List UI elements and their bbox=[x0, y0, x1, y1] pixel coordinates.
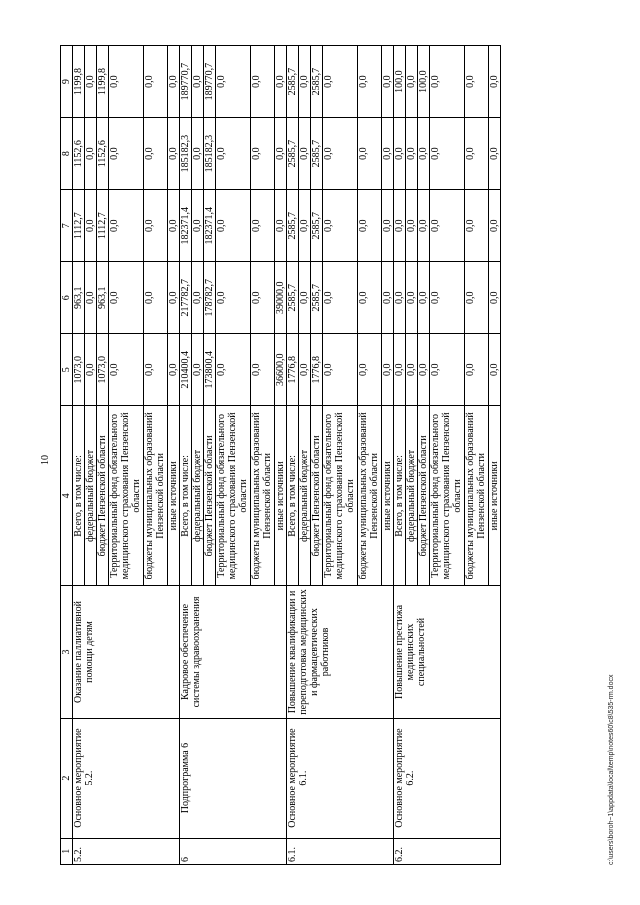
value-cell: 0,0 bbox=[323, 46, 358, 118]
value-cell: 1152,6 bbox=[97, 118, 109, 190]
value-cell: 210400,4 bbox=[180, 334, 192, 406]
value-cell: 0,0 bbox=[85, 334, 97, 406]
rotated-table-container bbox=[40, 45, 615, 865]
value-cell: 0,0 bbox=[192, 262, 204, 334]
value-cell: 0,0 bbox=[85, 190, 97, 262]
value-cell: 0,0 bbox=[489, 262, 501, 334]
funding-source-cell: иные источники bbox=[382, 406, 394, 586]
header-cell: 5 bbox=[61, 334, 73, 406]
value-cell: 0,0 bbox=[465, 46, 489, 118]
value-cell: 189770,7 bbox=[204, 46, 216, 118]
value-cell: 0,0 bbox=[109, 190, 144, 262]
value-cell: 0,0 bbox=[109, 46, 144, 118]
header-cell: 3 bbox=[61, 586, 73, 718]
value-cell: 0,0 bbox=[192, 190, 204, 262]
funding-source-cell: Территориальный фонд обязательного медицинского страхования Пензенской области bbox=[323, 406, 358, 586]
measure-name-cell: Подпрограмма 6 bbox=[180, 718, 287, 838]
value-cell: 0,0 bbox=[299, 118, 311, 190]
funding-table bbox=[60, 45, 501, 865]
value-cell: 1776,8 bbox=[311, 334, 323, 406]
funding-source-cell: бюджеты муниципальных образований Пензенской области bbox=[251, 406, 275, 586]
value-cell: 0,0 bbox=[216, 46, 251, 118]
value-cell: 0,0 bbox=[394, 118, 406, 190]
header-cell: 9 bbox=[61, 46, 73, 118]
funding-source-cell: федеральный бюджет bbox=[299, 406, 311, 586]
funding-source-cell: иные источники bbox=[275, 406, 287, 586]
funding-source-cell: иные источники bbox=[168, 406, 180, 586]
value-cell: 0,0 bbox=[216, 262, 251, 334]
value-cell: 0,0 bbox=[275, 46, 287, 118]
value-cell: 0,0 bbox=[465, 262, 489, 334]
funding-source-cell: Всего, в том числе: bbox=[73, 406, 85, 586]
value-cell: 2585,7 bbox=[287, 262, 299, 334]
value-cell: 963,1 bbox=[97, 262, 109, 334]
value-cell: 0,0 bbox=[109, 118, 144, 190]
value-cell: 0,0 bbox=[216, 190, 251, 262]
value-cell: 0,0 bbox=[358, 262, 382, 334]
value-cell: 1073,0 bbox=[73, 334, 85, 406]
value-cell: 36600,0 bbox=[275, 334, 287, 406]
value-cell: 0,0 bbox=[192, 334, 204, 406]
measure-name-cell: Основное мероприятие 5.2. bbox=[73, 718, 180, 838]
value-cell: 0,0 bbox=[418, 190, 430, 262]
measure-name-cell: Основное мероприятие 6.1. bbox=[287, 718, 394, 838]
funding-source-cell: Территориальный фонд обязательного медицинского страхования Пензенской области bbox=[216, 406, 251, 586]
row-number-cell: 5.2. bbox=[73, 838, 180, 864]
value-cell: 0,0 bbox=[382, 118, 394, 190]
value-cell: 0,0 bbox=[299, 334, 311, 406]
value-cell: 0,0 bbox=[358, 334, 382, 406]
measure-description-cell: Оказание паллиативной помощи детям bbox=[73, 586, 180, 718]
value-cell: 1112,7 bbox=[97, 190, 109, 262]
funding-source-cell: федеральный бюджет bbox=[192, 406, 204, 586]
value-cell: 189770,7 bbox=[180, 46, 192, 118]
value-cell: 182371,4 bbox=[180, 190, 192, 262]
value-cell: 2585,7 bbox=[311, 262, 323, 334]
value-cell: 2585,7 bbox=[287, 190, 299, 262]
value-cell: 0,0 bbox=[144, 46, 168, 118]
value-cell: 0,0 bbox=[394, 262, 406, 334]
value-cell: 0,0 bbox=[275, 118, 287, 190]
table-row bbox=[180, 46, 192, 865]
value-cell: 0,0 bbox=[168, 46, 180, 118]
value-cell: 0,0 bbox=[251, 262, 275, 334]
value-cell: 182371,4 bbox=[204, 190, 216, 262]
funding-source-cell: бюджеты муниципальных образований Пензенской области bbox=[358, 406, 382, 586]
funding-source-cell: бюджет Пензенской области bbox=[204, 406, 216, 586]
value-cell: 0,0 bbox=[109, 262, 144, 334]
value-cell: 0,0 bbox=[489, 46, 501, 118]
value-cell: 2585,7 bbox=[311, 46, 323, 118]
table-row bbox=[287, 46, 299, 865]
value-cell: 0,0 bbox=[358, 190, 382, 262]
value-cell: 0,0 bbox=[85, 46, 97, 118]
funding-source-cell: Всего, в том числе: bbox=[180, 406, 192, 586]
value-cell: 0,0 bbox=[358, 46, 382, 118]
value-cell: 0,0 bbox=[382, 46, 394, 118]
value-cell: 0,0 bbox=[192, 46, 204, 118]
value-cell: 1199,8 bbox=[73, 46, 85, 118]
value-cell: 2585,7 bbox=[287, 46, 299, 118]
page-number: 10 bbox=[40, 455, 51, 465]
funding-source-cell: бюджет Пензенской области bbox=[311, 406, 323, 586]
value-cell: 0,0 bbox=[406, 118, 418, 190]
value-cell: 0,0 bbox=[251, 118, 275, 190]
funding-source-cell: Территориальный фонд обязательного медицинского страхования Пензенской области bbox=[109, 406, 144, 586]
value-cell: 185182,3 bbox=[204, 118, 216, 190]
table-row bbox=[394, 46, 406, 865]
value-cell: 217782,7 bbox=[180, 262, 192, 334]
table-body bbox=[73, 46, 501, 865]
value-cell: 39000,0 bbox=[275, 262, 287, 334]
funding-source-cell: федеральный бюджет bbox=[406, 406, 418, 586]
value-cell: 0,0 bbox=[418, 334, 430, 406]
value-cell: 0,0 bbox=[430, 46, 465, 118]
value-cell: 0,0 bbox=[430, 190, 465, 262]
value-cell: 0,0 bbox=[406, 334, 418, 406]
funding-source-cell: бюджет Пензенской области bbox=[97, 406, 109, 586]
value-cell: 0,0 bbox=[109, 334, 144, 406]
value-cell: 1112,7 bbox=[73, 190, 85, 262]
value-cell: 0,0 bbox=[323, 190, 358, 262]
value-cell: 0,0 bbox=[406, 262, 418, 334]
funding-source-cell: бюджеты муниципальных образований Пензенской области bbox=[144, 406, 168, 586]
value-cell: 1073,0 bbox=[97, 334, 109, 406]
value-cell: 0,0 bbox=[418, 262, 430, 334]
value-cell: 0,0 bbox=[406, 190, 418, 262]
value-cell: 0,0 bbox=[394, 334, 406, 406]
value-cell: 0,0 bbox=[358, 118, 382, 190]
value-cell: 0,0 bbox=[85, 262, 97, 334]
header-cell: 2 bbox=[61, 718, 73, 838]
funding-source-cell: бюджет Пензенской области bbox=[418, 406, 430, 586]
value-cell: 0,0 bbox=[251, 46, 275, 118]
value-cell: 100,0 bbox=[394, 46, 406, 118]
value-cell: 0,0 bbox=[275, 190, 287, 262]
funding-source-cell: бюджеты муниципальных образований Пензенской области bbox=[465, 406, 489, 586]
measure-description-cell: Повышение квалификации и переподготовка медицинских и фармацевтических работников bbox=[287, 586, 394, 718]
value-cell: 0,0 bbox=[168, 118, 180, 190]
funding-source-cell: Всего, в том числе: bbox=[394, 406, 406, 586]
funding-source-cell: федеральный бюджет bbox=[85, 406, 97, 586]
header-cell: 6 bbox=[61, 262, 73, 334]
header-cell: 8 bbox=[61, 118, 73, 190]
value-cell: 0,0 bbox=[382, 334, 394, 406]
value-cell: 0,0 bbox=[489, 334, 501, 406]
value-cell: 0,0 bbox=[144, 262, 168, 334]
value-cell: 0,0 bbox=[323, 262, 358, 334]
header-row bbox=[61, 46, 73, 865]
value-cell: 0,0 bbox=[299, 262, 311, 334]
value-cell: 0,0 bbox=[465, 118, 489, 190]
value-cell: 0,0 bbox=[144, 118, 168, 190]
value-cell: 0,0 bbox=[465, 334, 489, 406]
header-cell: 1 bbox=[61, 838, 73, 864]
value-cell: 1199,8 bbox=[97, 46, 109, 118]
value-cell: 1152,6 bbox=[73, 118, 85, 190]
value-cell: 2585,7 bbox=[311, 118, 323, 190]
value-cell: 0,0 bbox=[216, 334, 251, 406]
value-cell: 963,1 bbox=[73, 262, 85, 334]
value-cell: 0,0 bbox=[85, 118, 97, 190]
value-cell: 0,0 bbox=[299, 190, 311, 262]
value-cell: 178782,7 bbox=[204, 262, 216, 334]
value-cell: 0,0 bbox=[144, 334, 168, 406]
measure-name-cell: Основное мероприятие 6.2. bbox=[394, 718, 501, 838]
value-cell: 185182,3 bbox=[180, 118, 192, 190]
value-cell: 0,0 bbox=[406, 46, 418, 118]
value-cell: 2585,7 bbox=[287, 118, 299, 190]
value-cell: 0,0 bbox=[251, 190, 275, 262]
value-cell: 0,0 bbox=[168, 262, 180, 334]
value-cell: 0,0 bbox=[430, 118, 465, 190]
header-cell: 4 bbox=[61, 406, 73, 586]
value-cell: 0,0 bbox=[394, 190, 406, 262]
table-row bbox=[73, 46, 85, 865]
value-cell: 0,0 bbox=[465, 190, 489, 262]
value-cell: 0,0 bbox=[168, 334, 180, 406]
funding-source-cell: Всего, в том числе: bbox=[287, 406, 299, 586]
value-cell: 0,0 bbox=[430, 334, 465, 406]
row-number-cell: 6 bbox=[180, 838, 287, 864]
value-cell: 0,0 bbox=[192, 118, 204, 190]
value-cell: 0,0 bbox=[489, 190, 501, 262]
value-cell: 0,0 bbox=[251, 334, 275, 406]
row-number-cell: 6.1. bbox=[287, 838, 394, 864]
value-cell: 0,0 bbox=[168, 190, 180, 262]
value-cell: 0,0 bbox=[489, 118, 501, 190]
value-cell: 0,0 bbox=[323, 118, 358, 190]
value-cell: 100,0 bbox=[418, 46, 430, 118]
value-cell: 173800,4 bbox=[204, 334, 216, 406]
value-cell: 0,0 bbox=[216, 118, 251, 190]
value-cell: 2585,7 bbox=[311, 190, 323, 262]
value-cell: 0,0 bbox=[299, 46, 311, 118]
value-cell: 0,0 bbox=[144, 190, 168, 262]
header-cell: 7 bbox=[61, 190, 73, 262]
funding-source-cell: иные источники bbox=[489, 406, 501, 586]
measure-description-cell: Кадровое обеспечение системы здравоохранения bbox=[180, 586, 287, 718]
funding-source-cell: Территориальный фонд обязательного медицинского страхования Пензенской области bbox=[430, 406, 465, 586]
value-cell: 0,0 bbox=[418, 118, 430, 190]
value-cell: 0,0 bbox=[382, 262, 394, 334]
file-path-footer: c:\users\boroh~1\appdata\local\temp\notes60\c8\535-rm.docx bbox=[608, 674, 615, 865]
value-cell: 0,0 bbox=[323, 334, 358, 406]
row-number-cell: 6.2. bbox=[394, 838, 501, 864]
measure-description-cell: Повышение престижа медицинских специальностей bbox=[394, 586, 501, 718]
value-cell: 0,0 bbox=[382, 190, 394, 262]
value-cell: 0,0 bbox=[430, 262, 465, 334]
value-cell: 1776,8 bbox=[287, 334, 299, 406]
